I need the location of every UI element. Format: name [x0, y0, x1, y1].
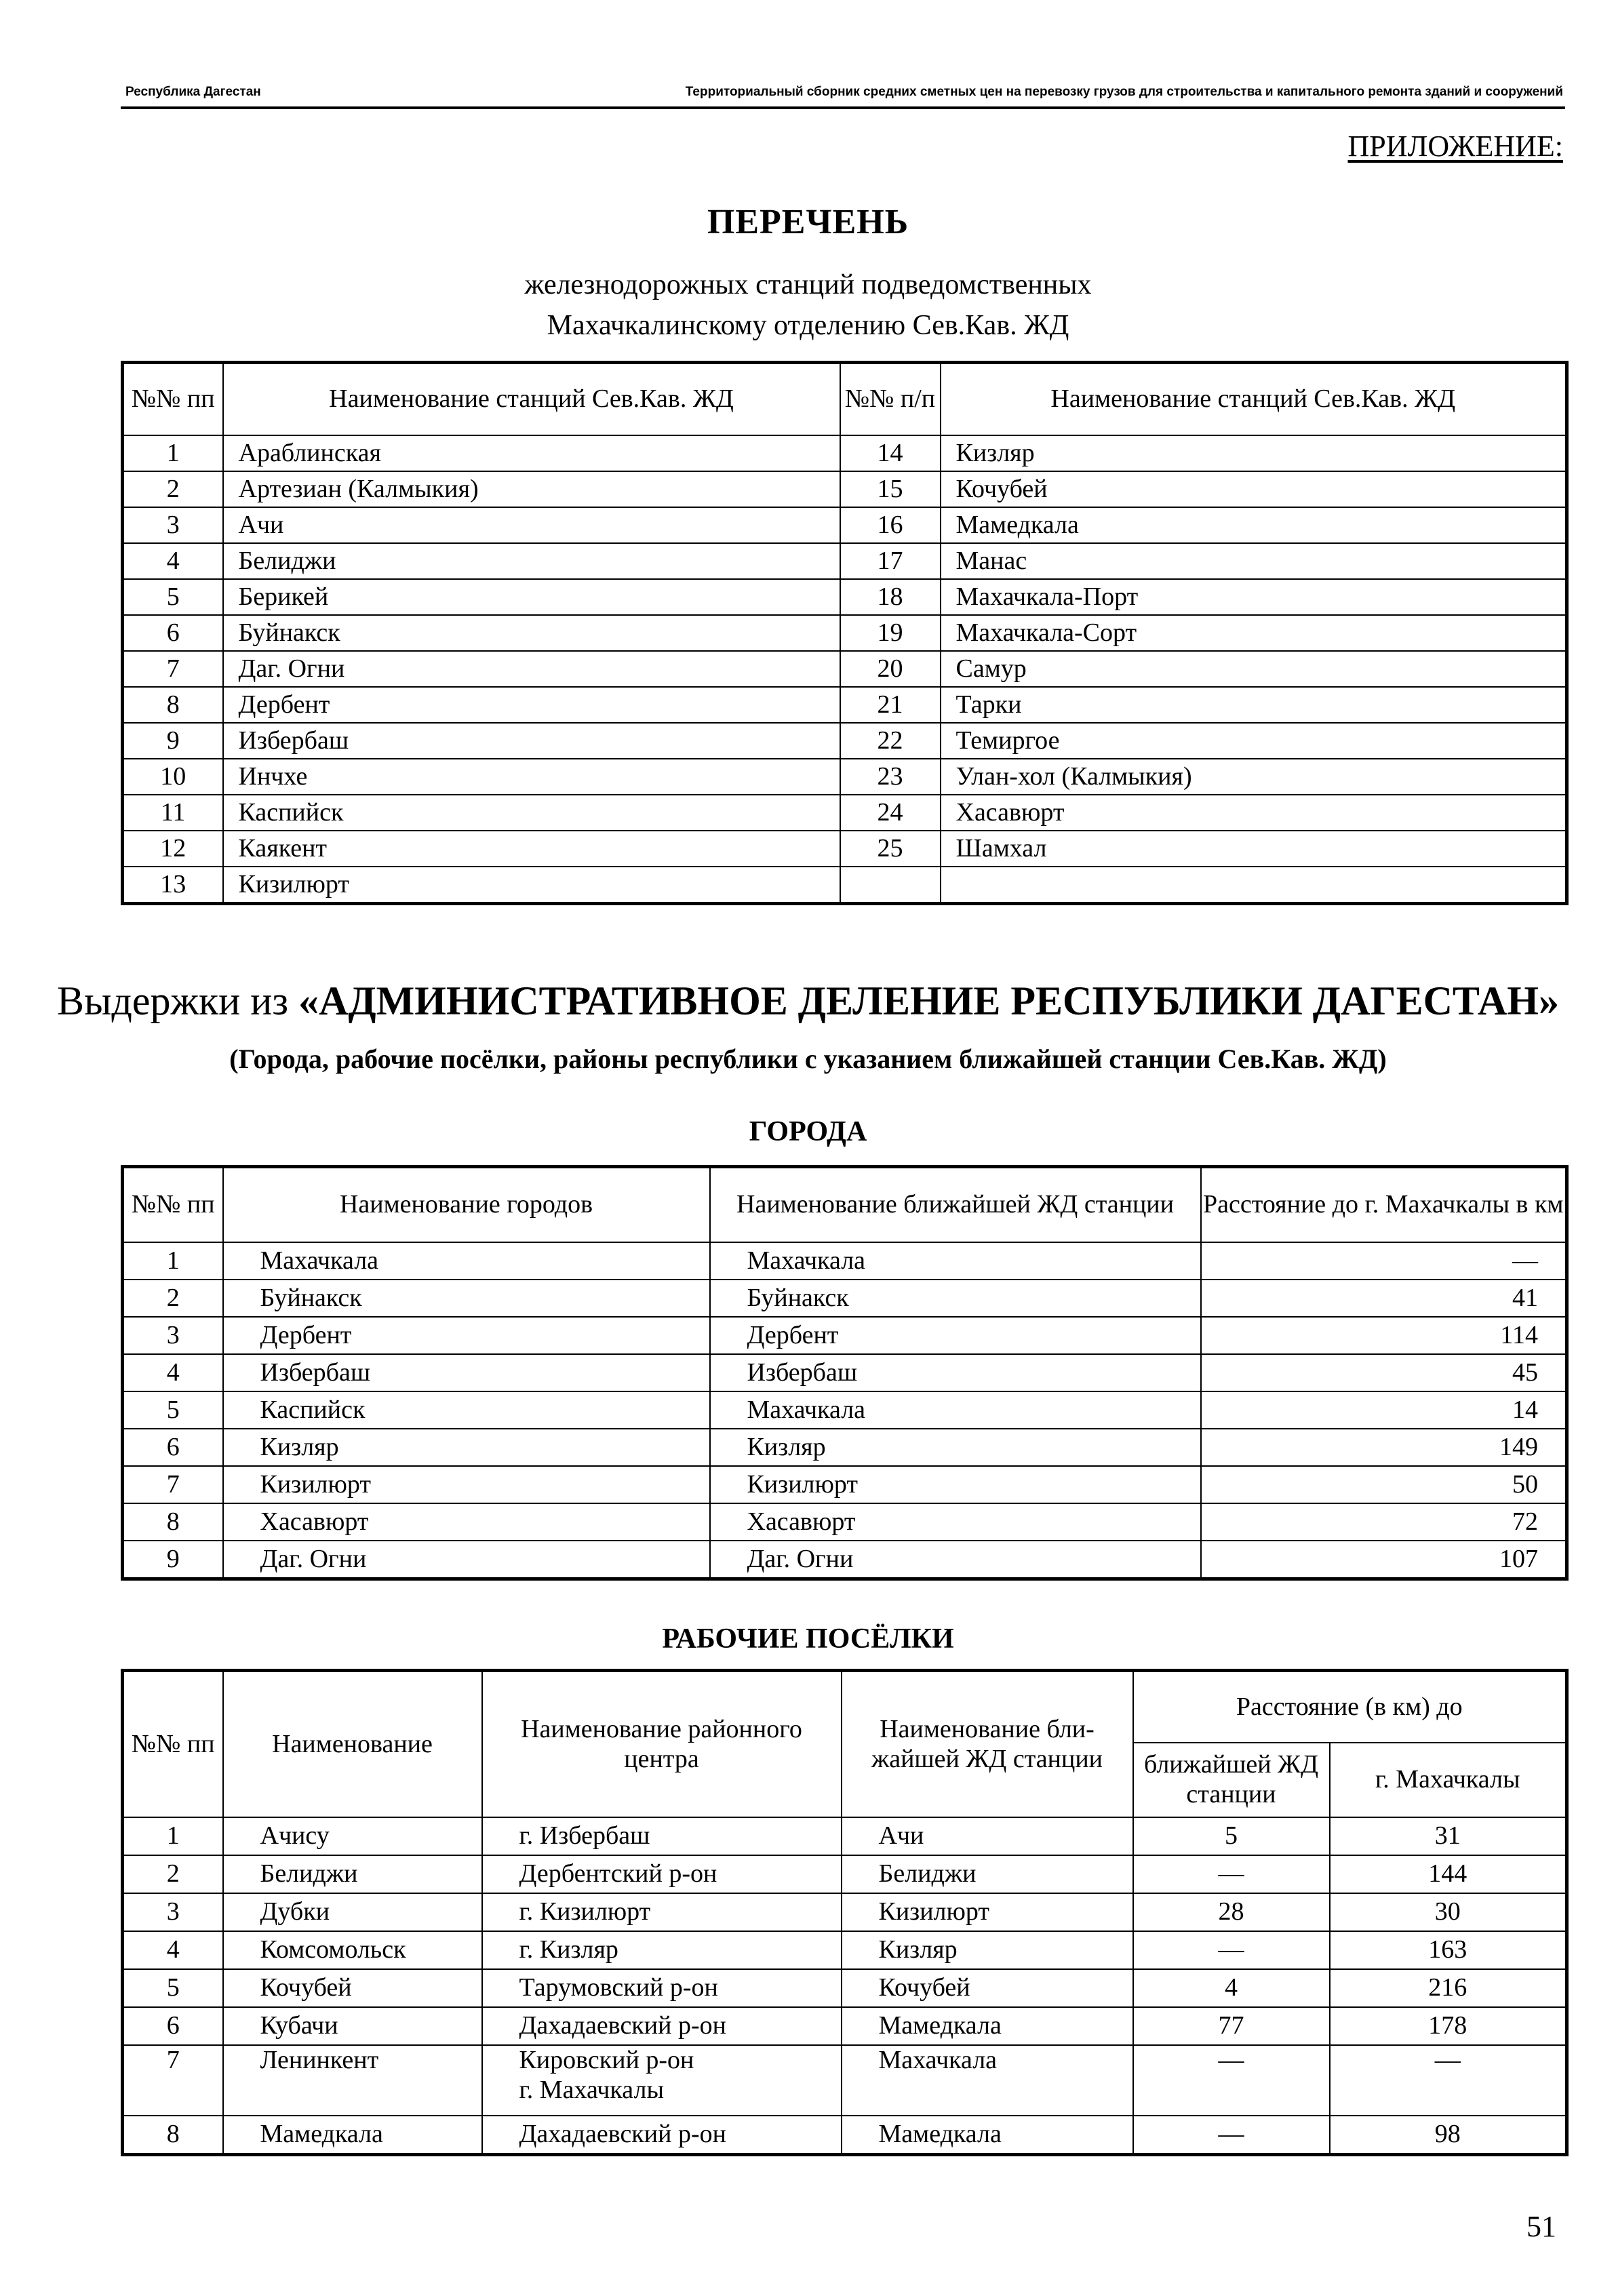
col-nearest-station: Наименование бли-жайшей ЖД станции: [842, 1671, 1133, 1818]
distance-km: 72: [1201, 1503, 1567, 1541]
station-name: Кочубей: [941, 471, 1567, 507]
distance-km: 50: [1201, 1466, 1567, 1503]
table-row: [123, 1242, 1567, 1280]
col-station-left: Наименование станций Сев.Кав. ЖД: [223, 363, 840, 436]
row-number: 11: [123, 795, 223, 831]
appendix-label: ПРИЛОЖЕНИЕ:: [1347, 130, 1563, 163]
distance-km: 114: [1201, 1317, 1567, 1354]
towns-table-header: [123, 1167, 1567, 1243]
station-name: Кизилюрт: [223, 867, 840, 904]
station-name: Ачи: [223, 507, 840, 543]
table-row: [123, 651, 1567, 687]
table-row: [123, 471, 1567, 507]
list-subtitle: [0, 264, 1616, 346]
town-name: Даг. Огни: [223, 1541, 710, 1579]
row-number: 24: [840, 795, 941, 831]
row-number: 13: [123, 867, 223, 904]
row-number: 2: [123, 471, 223, 507]
row-number: 6: [123, 2007, 223, 2045]
header-region: Республика Дагестан: [125, 85, 261, 99]
row-number: 5: [123, 1969, 223, 2007]
row-number: 10: [123, 759, 223, 795]
district-center-line1: Дахадаевский р-он: [519, 2011, 726, 2040]
nearest-station: Махачкала: [710, 1242, 1201, 1280]
district-center-line2: г. Махачкалы: [519, 2075, 664, 2104]
row-number: 8: [123, 2116, 223, 2155]
col-distance: Расстояние до г. Махачкалы в км: [1201, 1167, 1567, 1243]
row-number: 8: [123, 687, 223, 723]
distance-to-station: 77: [1133, 2007, 1330, 2045]
table-row: [123, 615, 1567, 651]
station-name: Тарки: [941, 687, 1567, 723]
col-dist-to-city: г. Махачкалы: [1330, 1743, 1567, 1817]
station-name: Избербаш: [223, 723, 840, 759]
district-center: [482, 2045, 842, 2116]
row-number: 23: [840, 759, 941, 795]
list-title: ПЕРЕЧЕНЬ: [707, 203, 909, 241]
page-number: 51: [1526, 2210, 1556, 2243]
distance-km: —: [1201, 1242, 1567, 1280]
row-number: 17: [840, 543, 941, 579]
nearest-station: Кизляр: [842, 1931, 1133, 1969]
towns-section-title: ГОРОДА: [749, 1116, 867, 1147]
distance-to-station: —: [1133, 2045, 1330, 2116]
settlement-name: Ленинкент: [223, 2045, 482, 2116]
col-station-right: Наименование станций Сев.Кав. ЖД: [941, 363, 1567, 436]
town-name: Хасавюрт: [223, 1503, 710, 1541]
table-row: [123, 543, 1567, 579]
distance-to-city: 163: [1330, 1931, 1567, 1969]
col-district-center: Наименование районного центра: [482, 1671, 842, 1818]
col-town-name: Наименование городов: [223, 1167, 710, 1243]
row-number: 6: [123, 615, 223, 651]
distance-to-city: —: [1330, 2045, 1567, 2116]
nearest-station: Мамедкала: [842, 2116, 1133, 2155]
col-dist-to-station: ближайшей ЖД станции: [1133, 1743, 1330, 1817]
settlement-name: Дубки: [223, 1893, 482, 1931]
row-number: 4: [123, 1354, 223, 1391]
col-num: №№ пп: [123, 1167, 223, 1243]
table-row: [123, 1317, 1567, 1354]
row-number: 1: [123, 1242, 223, 1280]
distance-to-station: —: [1133, 2116, 1330, 2155]
district-center: [482, 2007, 842, 2045]
table-row: [123, 831, 1567, 867]
table-row: [123, 1931, 1567, 1969]
town-name: Каспийск: [223, 1391, 710, 1429]
nearest-station: Буйнакск: [710, 1280, 1201, 1317]
row-number: 1: [123, 435, 223, 471]
district-center: [482, 1855, 842, 1893]
table-row: [123, 759, 1567, 795]
row-number: 15: [840, 471, 941, 507]
towns-table: [121, 1165, 1569, 1581]
settlement-name: Кубачи: [223, 2007, 482, 2045]
settlement-name: Комсомольск: [223, 1931, 482, 1969]
district-center-line1: Дербентский р-он: [519, 1859, 717, 1888]
district-center: [482, 1969, 842, 2007]
table-row: [123, 1280, 1567, 1317]
distance-to-station: 5: [1133, 1817, 1330, 1855]
distance-km: 45: [1201, 1354, 1567, 1391]
district-center-line1: г. Кизляр: [519, 1935, 618, 1964]
row-number: 3: [123, 1317, 223, 1354]
station-name: Дербент: [223, 687, 840, 723]
row-number: 19: [840, 615, 941, 651]
distance-to-station: —: [1133, 1931, 1330, 1969]
nearest-station: Кизляр: [710, 1429, 1201, 1466]
table-row: [123, 1466, 1567, 1503]
nearest-station: Кизилюрт: [842, 1893, 1133, 1931]
table-row: [123, 1354, 1567, 1391]
distance-to-station: 28: [1133, 1893, 1330, 1931]
table-row: [123, 2045, 1567, 2116]
town-name: Кизилюрт: [223, 1466, 710, 1503]
station-name: Мамедкала: [941, 507, 1567, 543]
distance-to-city: 144: [1330, 1855, 1567, 1893]
row-number: 14: [840, 435, 941, 471]
table-row: [123, 1969, 1567, 2007]
list-subtitle-line2: Махачкалинскому отделению Сев.Кав. ЖД: [547, 310, 1069, 341]
settlements-table: [121, 1669, 1569, 2156]
district-center: [482, 2116, 842, 2155]
header-rule: [121, 106, 1565, 109]
district-center: [482, 1817, 842, 1855]
settlement-name: Кочубей: [223, 1969, 482, 2007]
row-number: 25: [840, 831, 941, 867]
excerpt-title-bold: «АДМИНИСТРАТИВНОЕ ДЕЛЕНИЕ РЕСПУБЛИКИ ДАГЕСТАН»: [298, 978, 1559, 1023]
distance-km: 14: [1201, 1391, 1567, 1429]
station-name: Улан-хол (Калмыкия): [941, 759, 1567, 795]
nearest-station: Кочубей: [842, 1969, 1133, 2007]
station-name: Хасавюрт: [941, 795, 1567, 831]
station-name: Махачкала-Сорт: [941, 615, 1567, 651]
distance-to-station: —: [1133, 1855, 1330, 1893]
row-number: 20: [840, 651, 941, 687]
station-name: Самур: [941, 651, 1567, 687]
list-subtitle-line1: железнодорожных станций подведомственных: [524, 269, 1092, 300]
station-name: Артезиан (Калмыкия): [223, 471, 840, 507]
row-number: 16: [840, 507, 941, 543]
station-name: Даг. Огни: [223, 651, 840, 687]
nearest-station: Махачкала: [710, 1391, 1201, 1429]
town-name: Кизляр: [223, 1429, 710, 1466]
excerpt-subtitle: (Города, рабочие посёлки, районы республики с указанием ближайшей станции Сев.Кав. ЖД): [229, 1044, 1387, 1074]
distance-to-city: 30: [1330, 1893, 1567, 1931]
row-number: 5: [123, 579, 223, 615]
col-distance-group: Расстояние (в км) до: [1133, 1671, 1567, 1743]
distance-km: 149: [1201, 1429, 1567, 1466]
district-center-line1: г. Избербаш: [519, 1821, 650, 1850]
district-center: [482, 1931, 842, 1969]
settlement-name: Ачису: [223, 1817, 482, 1855]
table-row: [123, 579, 1567, 615]
table-row: [123, 1541, 1567, 1579]
station-name: Белиджи: [223, 543, 840, 579]
settlements-section-title: РАБОЧИЕ ПОСЁЛКИ: [662, 1623, 954, 1655]
nearest-station: Мамедкала: [842, 2007, 1133, 2045]
table-row: [123, 435, 1567, 471]
district-center-line1: г. Кизилюрт: [519, 1897, 651, 1926]
station-name: Каспийск: [223, 795, 840, 831]
row-number: 1: [123, 1817, 223, 1855]
nearest-station: Избербаш: [710, 1354, 1201, 1391]
station-name: Инчхе: [223, 759, 840, 795]
station-name: Каякент: [223, 831, 840, 867]
nearest-station: Хасавюрт: [710, 1503, 1201, 1541]
row-number: 21: [840, 687, 941, 723]
table-row: [123, 867, 1567, 904]
district-center: [482, 1893, 842, 1931]
town-name: Махачкала: [223, 1242, 710, 1280]
station-name: [941, 867, 1567, 904]
nearest-station: Махачкала: [842, 2045, 1133, 2116]
stations-table-header: [123, 363, 1567, 436]
col-num: №№ пп: [123, 1671, 223, 1818]
table-row: [123, 1893, 1567, 1931]
station-name: Буйнакск: [223, 615, 840, 651]
table-row: [123, 687, 1567, 723]
distance-to-station: 4: [1133, 1969, 1330, 2007]
distance-to-city: 216: [1330, 1969, 1567, 2007]
nearest-station: Даг. Огни: [710, 1541, 1201, 1579]
station-name: Шамхал: [941, 831, 1567, 867]
station-name: Темиргое: [941, 723, 1567, 759]
col-num-left: №№ пп: [123, 363, 223, 436]
settlement-name: Белиджи: [223, 1855, 482, 1893]
col-name: Наименование: [223, 1671, 482, 1818]
distance-to-city: 178: [1330, 2007, 1567, 2045]
settlement-name: Мамедкала: [223, 2116, 482, 2155]
table-row: [123, 2116, 1567, 2155]
row-number: 22: [840, 723, 941, 759]
district-center-line1: Дахадаевский р-он: [519, 2120, 726, 2149]
table-row: [123, 1391, 1567, 1429]
station-name: Махачкала-Порт: [941, 579, 1567, 615]
excerpt-title-plain: Выдержки из: [57, 978, 299, 1023]
station-name: Манас: [941, 543, 1567, 579]
distance-km: 107: [1201, 1541, 1567, 1579]
distance-to-city: 98: [1330, 2116, 1567, 2155]
col-num-right: №№ п/п: [840, 363, 941, 436]
table-row: [123, 1855, 1567, 1893]
row-number: [840, 867, 941, 904]
row-number: 7: [123, 2045, 223, 2116]
distance-km: 41: [1201, 1280, 1567, 1317]
town-name: Избербаш: [223, 1354, 710, 1391]
district-center-line1: Кировский р-он: [519, 2046, 694, 2074]
table-row: [123, 2007, 1567, 2045]
col-nearest-station: Наименование ближайшей ЖД станции: [710, 1167, 1201, 1243]
header-collection-title: Территориальный сборник средних сметных цен на перевозку грузов для строительства и капитального ремонта зданий и сооружений: [685, 85, 1563, 99]
row-number: 8: [123, 1503, 223, 1541]
nearest-station: Белиджи: [842, 1855, 1133, 1893]
table-row: [123, 1429, 1567, 1466]
row-number: 2: [123, 1855, 223, 1893]
row-number: 4: [123, 1931, 223, 1969]
district-center-line1: Тарумовский р-он: [519, 1973, 718, 2002]
row-number: 12: [123, 831, 223, 867]
row-number: 5: [123, 1391, 223, 1429]
row-number: 7: [123, 1466, 223, 1503]
row-number: 2: [123, 1280, 223, 1317]
row-number: 18: [840, 579, 941, 615]
nearest-station: Дербент: [710, 1317, 1201, 1354]
row-number: 6: [123, 1429, 223, 1466]
stations-table: [121, 361, 1569, 905]
row-number: 9: [123, 723, 223, 759]
distance-to-city: 31: [1330, 1817, 1567, 1855]
settlements-table-header: [123, 1671, 1567, 1743]
nearest-station: Кизилюрт: [710, 1466, 1201, 1503]
table-row: [123, 1503, 1567, 1541]
row-number: 7: [123, 651, 223, 687]
town-name: Буйнакск: [223, 1280, 710, 1317]
row-number: 9: [123, 1541, 223, 1579]
running-header: [125, 85, 1563, 105]
table-row: [123, 795, 1567, 831]
station-name: Берикей: [223, 579, 840, 615]
row-number: 3: [123, 1893, 223, 1931]
table-row: [123, 507, 1567, 543]
nearest-station: Ачи: [842, 1817, 1133, 1855]
station-name: Кизляр: [941, 435, 1567, 471]
table-row: [123, 1817, 1567, 1855]
table-row: [123, 723, 1567, 759]
station-name: Араблинская: [223, 435, 840, 471]
row-number: 4: [123, 543, 223, 579]
town-name: Дербент: [223, 1317, 710, 1354]
excerpt-title: [0, 978, 1616, 1025]
row-number: 3: [123, 507, 223, 543]
